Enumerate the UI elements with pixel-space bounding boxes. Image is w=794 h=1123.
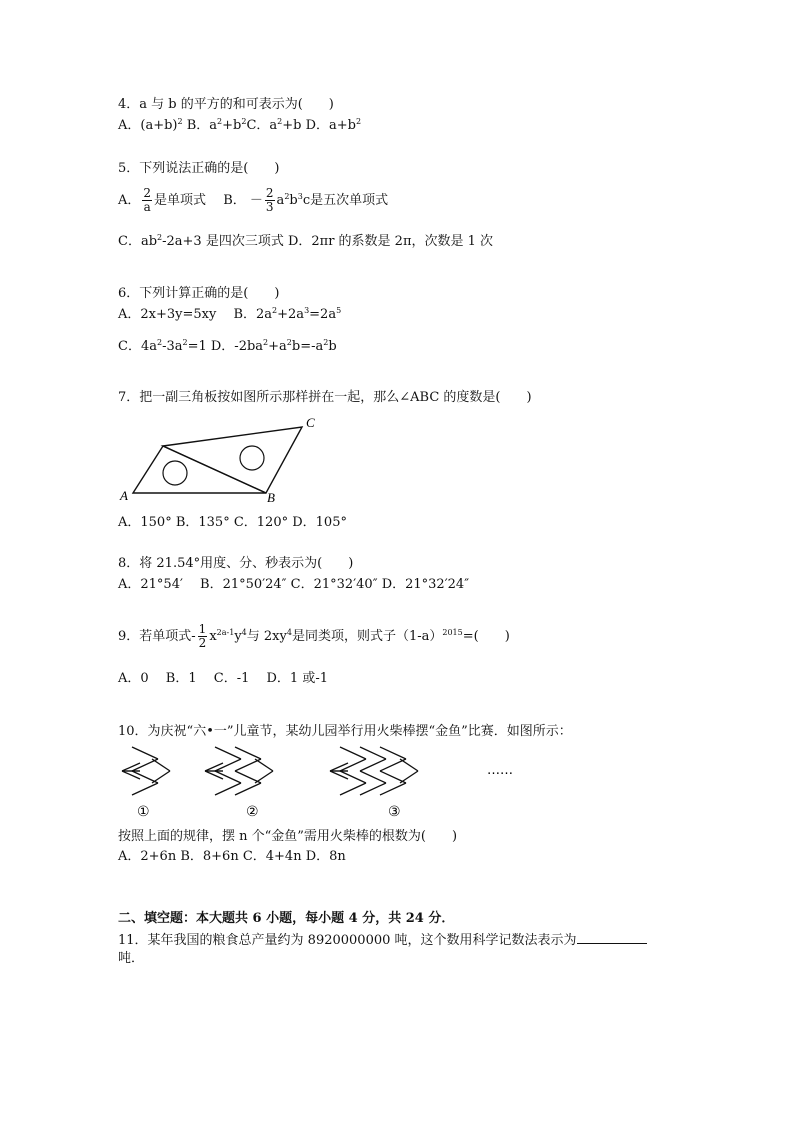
q4-stem: 4．a 与 b 的平方的和可表示为( ) — [118, 97, 334, 112]
q10-rule: 按照上面的规律，摆 n 个“金鱼”需用火柴棒的根数为( ) — [118, 829, 458, 844]
q6-stem: 6．下列计算正确的是( ) — [118, 286, 280, 301]
numerator: 1 — [198, 622, 207, 636]
matchstick — [360, 771, 386, 783]
exponent: 2a-1 — [216, 628, 235, 637]
exponent: 2 — [241, 117, 247, 126]
matchstick — [330, 763, 348, 771]
exponent: 2 — [156, 338, 163, 347]
label-3: ③ — [388, 804, 401, 820]
q6-options-ab-text: A．2x+3y=5xy B．2a — [118, 307, 273, 322]
q4-option-b: B．a — [186, 118, 218, 133]
q11-line1 — [118, 931, 647, 950]
exponent: 2015 — [442, 628, 463, 637]
exponent: 4 — [241, 628, 247, 637]
label-c: C — [306, 415, 315, 430]
matchstick — [215, 747, 241, 759]
q5-option-c: C．ab — [118, 234, 158, 249]
matchstick — [340, 747, 366, 759]
var-b: b — [289, 193, 298, 208]
matchstick — [122, 771, 140, 779]
exponent: 2 — [277, 117, 283, 126]
matchstick — [132, 747, 158, 759]
label-b: B — [267, 490, 275, 505]
q5-stem: 5．下列说法正确的是( ) — [118, 161, 280, 176]
exponent: 4 — [286, 628, 292, 637]
matchstick — [360, 783, 386, 795]
q4-option-c: C．a — [246, 118, 278, 133]
exponent: 3 — [304, 306, 310, 315]
section-heading: 二、填空题：本大题共 6 小题，每小题 4 分，共 24 分． — [118, 911, 455, 926]
exponent: 5 — [336, 306, 342, 315]
exponent: 2 — [272, 306, 278, 315]
matchstick — [255, 759, 273, 771]
matchstick — [205, 763, 223, 771]
q10-options: A．2+6n B．8+6n C．4+4n D．8n — [118, 849, 346, 864]
exponent: 2 — [323, 338, 329, 347]
q5-option-b-text: 是五次单项式 — [310, 193, 389, 208]
q11-answer-blank[interactable] — [577, 931, 647, 944]
q6-option-d-mid2: b=-a — [291, 339, 324, 354]
q5-option-a-text: 是单项式 — [154, 193, 207, 208]
matchstick — [330, 771, 348, 779]
matchstick — [380, 783, 406, 795]
exponent: 2 — [217, 117, 223, 126]
q8-options: A．21°54′ B．21°50′24″ C．21°32′40″ D．21°32′24″ — [118, 577, 470, 592]
exponent: 2 — [177, 117, 183, 126]
q6-option-d: =1 D．-2ba — [187, 339, 264, 354]
matchstick — [235, 783, 261, 795]
label-a: A — [120, 488, 128, 503]
label-1: ① — [137, 804, 150, 820]
exponent: 2 — [356, 117, 362, 126]
matchstick — [215, 783, 241, 795]
matchstick — [205, 771, 223, 779]
numerator: 2 — [265, 186, 274, 200]
matchstick — [132, 783, 158, 795]
q4-option-a: A．(a+b) — [118, 118, 178, 133]
fish-pattern-2 — [205, 747, 273, 795]
matchstick — [122, 763, 140, 771]
q9-options: A．0 B．1 C．-1 D．1 或-1 — [118, 671, 328, 686]
exponent: 2 — [284, 192, 290, 201]
q6-option-b-end: =2a — [309, 307, 337, 322]
q6-option-d-end: b — [328, 339, 337, 354]
numerator: 2 — [143, 186, 152, 200]
ellipsis: …… — [487, 763, 513, 778]
matchstick — [360, 759, 386, 771]
denominator: 3 — [265, 200, 274, 214]
q11-text: 11．某年我国的粮食总产量约为 8920000000 吨，这个数用科学记数法表示为 — [118, 933, 577, 948]
var-y: y — [234, 629, 242, 644]
q8-stem: 8．将 21.54°用度、分、秒表示为( ) — [118, 556, 354, 571]
q6-option-d-mid: +a — [268, 339, 287, 354]
q11-line2: 吨． — [118, 951, 145, 966]
q6-option-c: C．4a — [118, 339, 157, 354]
q7-options: A．150° B．135° C．120° D．105° — [118, 515, 347, 530]
exponent: 2 — [263, 338, 269, 347]
q9-mid: 与 2xy — [246, 629, 287, 644]
q5-option-c-rest: -2a+3 是四次三项式 D．2πr 的系数是 2π，次数是 1 次 — [162, 234, 494, 249]
q9-pre: 9．若单项式- — [118, 629, 196, 644]
matchstick — [255, 771, 273, 783]
matchstick — [152, 759, 170, 771]
matchstick — [360, 747, 386, 759]
label-2: ② — [246, 804, 259, 820]
exponent: 2 — [182, 338, 188, 347]
q4-option-c-end: +b — [282, 118, 302, 133]
q10-stem: 10．为庆祝“六•一”儿童节，某幼儿园举行用火柴棒摆“金鱼”比赛．如图所示： — [118, 724, 572, 739]
matchstick — [400, 759, 418, 771]
q5-option-a-label: A． — [118, 193, 141, 208]
fish-pattern-3 — [330, 747, 418, 795]
matchstick — [340, 783, 366, 795]
exponent: 2 — [157, 233, 163, 242]
q6-option-c-mid: -3a — [162, 339, 183, 354]
matchstick — [152, 771, 170, 783]
var-x: x — [209, 629, 217, 644]
q4-option-b-mid: +b — [222, 118, 242, 133]
minus-sign: － — [249, 193, 263, 208]
q4-option-d: D．a+b — [305, 118, 356, 133]
matchstick — [235, 747, 261, 759]
var-c: c — [302, 193, 311, 208]
matchstick — [380, 747, 406, 759]
fish-pattern-1 — [122, 747, 170, 795]
q5-option-b-label: B． — [223, 193, 246, 208]
q6-option-b-mid: +2a — [277, 307, 305, 322]
q9-end: =( ) — [462, 629, 510, 644]
var-a: a — [276, 193, 285, 208]
q7-stem: 7．把一副三角板按如图所示那样拼在一起，那么∠ABC 的度数是( ) — [118, 390, 532, 405]
exponent: 2 — [286, 338, 292, 347]
exponent: 3 — [297, 192, 303, 201]
denominator: a — [143, 200, 151, 214]
matchstick — [400, 771, 418, 783]
q9-post: 是同类项，则式子（1-a） — [291, 629, 443, 644]
denominator: 2 — [198, 636, 207, 650]
